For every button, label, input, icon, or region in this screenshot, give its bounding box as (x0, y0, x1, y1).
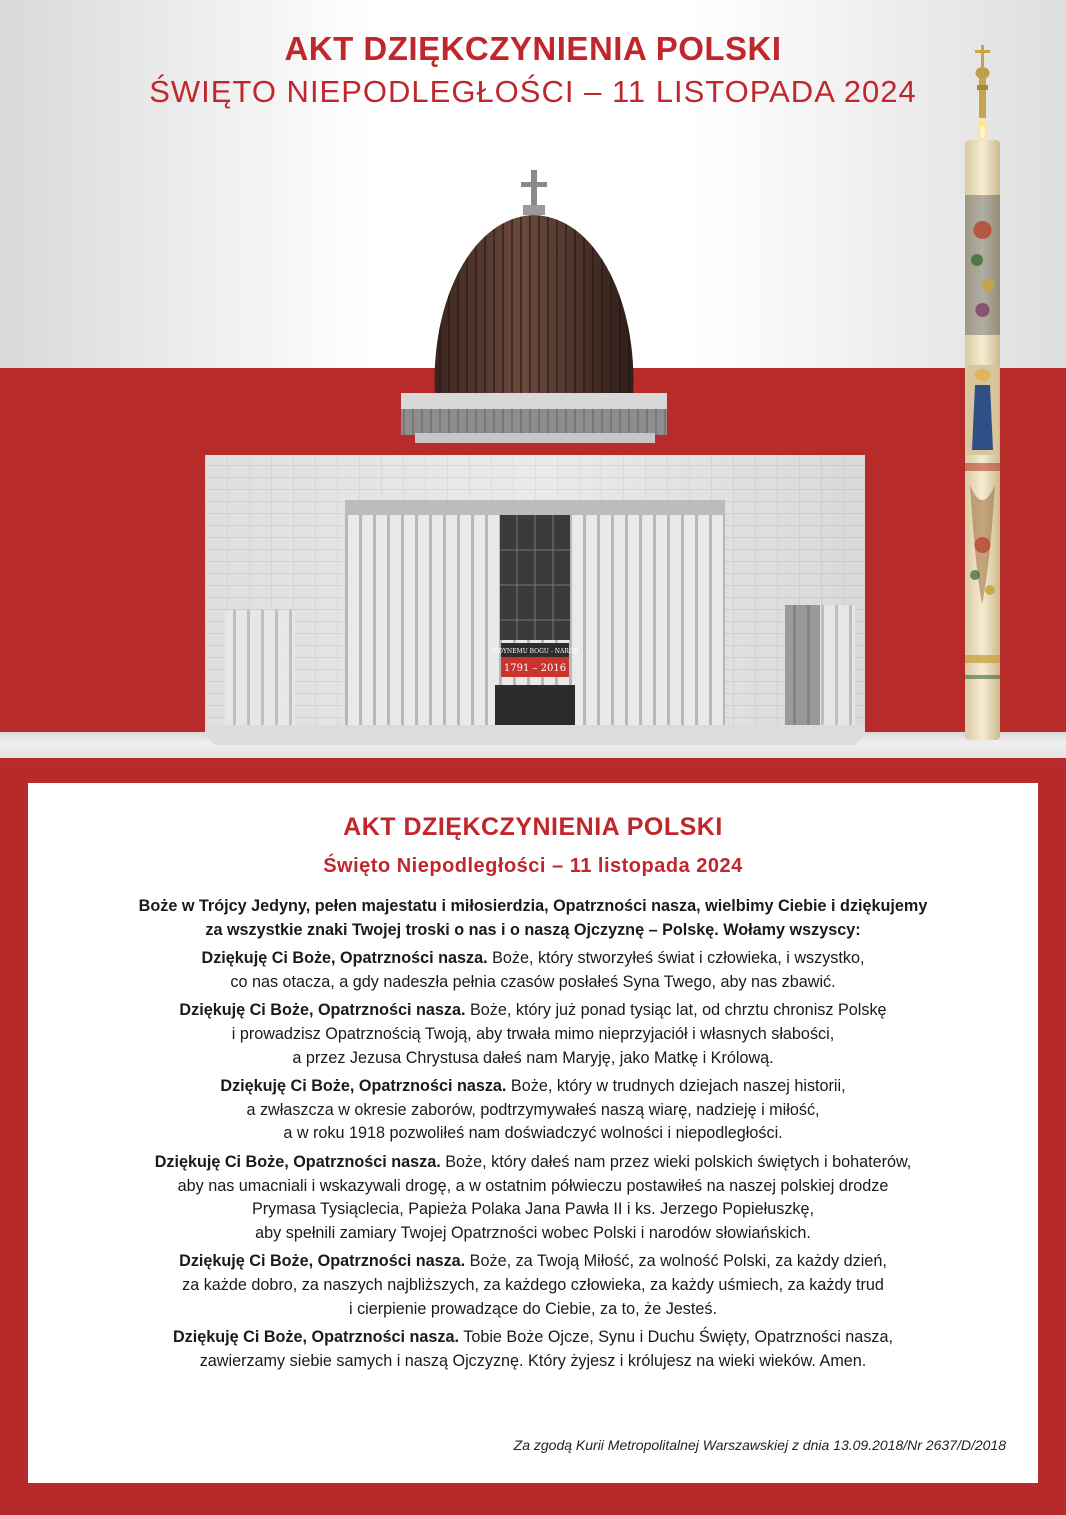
paragraph-first-line: Boże, który stworzyłeś świat i człowieka, i wszystko, (487, 949, 865, 968)
paragraph-line: aby spełnili zamiary Twojej Opatrzności wobec Polski i narodów słowiańskich. (255, 1223, 811, 1242)
approval-note: Za zgodą Kurii Metropolitalnej Warszawskiej z dnia 13.09.2018/Nr 2637/D/2018 (513, 1437, 1006, 1453)
paragraph-line: zawierzamy siebie samych i naszą Ojczyznę. Który żyjesz i królujesz na wieki wieków. Amen. (199, 1351, 867, 1370)
refrain: Dziękuję Ci Boże, Opatrzności nasza. (179, 1252, 466, 1271)
prayer-paragraph (38, 1250, 1028, 1321)
paragraph-first-line: Boże, który w trudnych dziejach naszej historii, (506, 1077, 846, 1096)
paragraph-first-line: Boże, za Twoją Miłość, za wolność Polski, za każdy dzień, (465, 1252, 887, 1271)
paragraph-line: a zwłaszcza w okresie zaborów, podtrzymywałeś naszą wiarę, nadzieję i miłość, (246, 1100, 820, 1119)
intro-line: Boże w Trójcy Jedyny, pełen majestatu i miłosierdzia, Opatrzności nasza, wielbimy Ciebie i dziękujemy (138, 897, 928, 915)
intro-paragraph (38, 895, 1028, 942)
paragraph-line: i cierpienie prowadzące do Ciebie, za to, że Jesteś. (348, 1299, 717, 1318)
candle-illustration (955, 45, 1010, 745)
paragraph-line: i prowadzisz Opatrznością Twoją, aby trwała mimo nieprzyjaciół i własnych słabości, (231, 1024, 835, 1043)
prayer-card (28, 783, 1038, 1483)
page-title: AKT DZIĘKCZYNIENIA POLSKI (284, 30, 782, 67)
paragraph-first-line: Tobie Boże Ojcze, Synu i Duchu Święty, Opatrzności nasza, (459, 1328, 894, 1347)
refrain: Dziękuję Ci Boże, Opatrzności nasza. (154, 1152, 441, 1171)
refrain: Dziękuję Ci Boże, Opatrzności nasza. (179, 1001, 466, 1020)
prayer-paragraph (38, 1326, 1028, 1373)
intro-line: za wszystkie znaki Twojej troski o nas i o naszą Ojczyznę – Polskę. Wołamy wszyscy: (205, 920, 861, 939)
prayer-text (38, 895, 1028, 1378)
banner-line2: 1791 – 2016 (503, 663, 567, 674)
paragraph-line: co nas otacza, a gdy nadeszła pełnia czasów posłałeś Syna Twego, aby nas zbawić. (230, 972, 836, 991)
prayer-paragraph (38, 999, 1028, 1070)
paragraph-line: a w roku 1918 pozwoliłeś nam doświadczyć wolności i niepodległości. (283, 1124, 783, 1143)
paragraph-first-line: Boże, który już ponad tysiąc lat, od chrztu chronisz Polskę (465, 1001, 887, 1020)
paragraph-first-line: Boże, który dałeś nam przez wieki polskich świętych i bohaterów, (440, 1152, 912, 1171)
refrain: Dziękuję Ci Boże, Opatrzności nasza. (172, 1328, 460, 1347)
card-title: AKT DZIĘKCZYNIENIA POLSKI (343, 813, 723, 841)
prayer-paragraph (38, 947, 1028, 994)
prayer-paragraph (38, 1151, 1028, 1245)
paragraph-line: aby nas umacniali i wskazywali drogę, a w ostatnim półwieczu postawiłeś na naszej polskiej drodze (177, 1176, 889, 1195)
temple-illustration (205, 165, 865, 745)
refrain: Dziękuję Ci Boże, Opatrzności nasza. (220, 1077, 507, 1096)
banner-line1: JEDYNEMU BOGU - NARÓD (491, 648, 579, 655)
paragraph-line: a przez Jezusa Chrystusa dałeś nam Maryję, jako Matkę i Królową. (292, 1048, 774, 1067)
paragraph-line: za każde dobro, za naszych najbliższych, za każdego człowieka, za każdy uśmiech, za każdy trud (182, 1275, 884, 1294)
refrain: Dziękuję Ci Boże, Opatrzności nasza. (201, 949, 488, 968)
card-subtitle: Święto Niepodległości – 11 listopada 2024 (323, 855, 743, 877)
paragraph-line: Prymasa Tysiąclecia, Papieża Polaka Jana Pawła II i ks. Jerzego Popiełuszkę, (251, 1200, 815, 1219)
page-subtitle: ŚWIĘTO NIEPODLEGŁOŚCI – 11 LISTOPADA 2024 (149, 74, 917, 109)
prayer-paragraph (38, 1075, 1028, 1146)
